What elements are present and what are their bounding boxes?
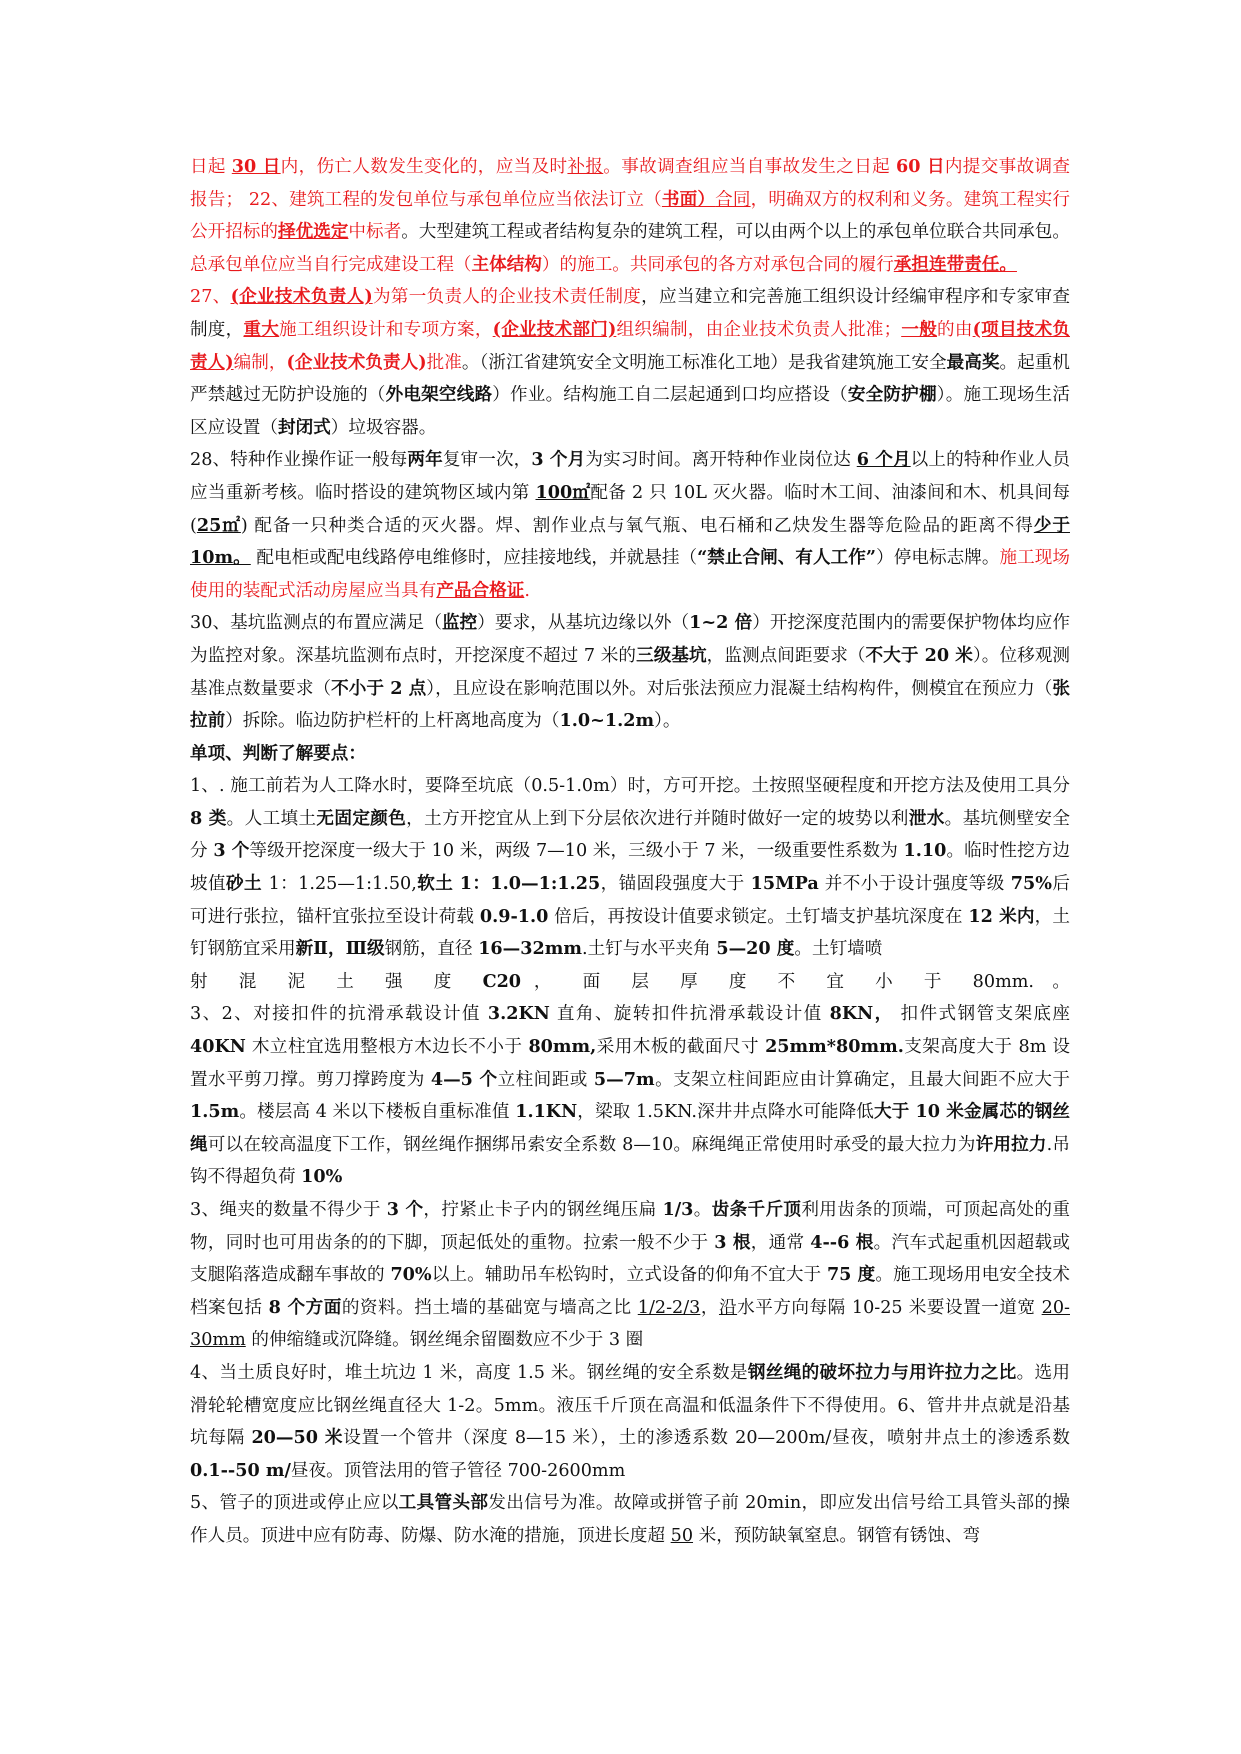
text-run: 75 度 (826, 1264, 876, 1286)
text-run: 25㎡ (196, 514, 241, 536)
para-5-pipe-jacking (190, 1487, 1070, 1552)
text-run: 许用拉力 (975, 1133, 1047, 1155)
text-run: 编制， (233, 352, 287, 373)
text-run: 以上。辅助吊车松钩时，立式设备的仰角不宜大于 (431, 1265, 827, 1286)
text-run: 5—20 度 (716, 938, 795, 960)
text-run: 复审一次， (442, 450, 532, 471)
text-run: 重大 (243, 318, 280, 340)
text-run: 70% (390, 1264, 432, 1286)
text-run: 倍后，再按设计值要求锁定。土钉墙支护基坑深度在 (548, 906, 969, 927)
text-run: 中标者 (348, 222, 402, 243)
text-run: 发出信号为准。故障或拼管子前 20min，即应发出信号给工具管头部的操作人员。顶进中应有防毒、防爆、防水淹的措施，顶进长度超 (190, 1493, 1070, 1546)
text-run: 1、. 施工前若为人工降水时，要降至坑底（0.5-1.0m）时，方可开挖。土按照坚硬程度和开挖方法及使用工具分 (190, 776, 1070, 797)
text-run: 15MPa (750, 873, 819, 895)
text-run: ，土钉钢筋宜采用 (190, 906, 1070, 960)
text-run: 20-30mm (190, 1297, 1070, 1351)
text-run: 以上的特种作业人员应当重新考核。临时搭设的建筑物区域内第 (190, 450, 1070, 503)
text-run: 3 个 (213, 840, 250, 862)
text-run: ， 面 层 厚 度 不 宜 小 于 80mm. 。 (521, 971, 1070, 992)
para-rules-accident (190, 151, 1070, 281)
text-run: 施工组织设计和专项方案， (279, 319, 493, 340)
text-run: 合同 (715, 189, 751, 210)
text-run: 昼夜。顶管法用的管子管径 700-2600mm (290, 1460, 626, 1481)
text-run: 封闭式 (277, 416, 331, 438)
text-run: 12 米内 (968, 905, 1035, 927)
text-run: 批准 (426, 352, 462, 373)
text-run: ）。 (654, 711, 681, 732)
text-run: 的由 (937, 319, 973, 340)
text-run: 等级开挖深度一级大于 10 米，两级 7—10 米，三级小于 7 米，一级重要性系数为 (249, 841, 904, 862)
text-run: 一般 (901, 318, 938, 340)
text-run: 产品合格证 (436, 579, 525, 601)
text-run: ），且应设在影响范围以外。对后张法预应力混凝土结构构件，侧模宜在预应力（ (426, 678, 1053, 699)
text-run: .吊钩不得超负荷 (190, 1134, 1071, 1188)
text-run: ，锚固段强度大于 (600, 874, 751, 895)
section-heading (190, 738, 1070, 771)
text-run: 6 个月 (856, 449, 911, 471)
text-run: 的伸缩缝或沉降缝。钢丝绳余留圈数应不少于 3 圈 (245, 1330, 644, 1351)
text-run: 单项、判断了解要点： (190, 742, 366, 764)
text-run: 。事故调查组应当自事故发生之日起 (603, 157, 896, 177)
text-run: 工具管头部 (398, 1492, 489, 1514)
text-run: ，明确双方的权利和义务。建筑工程实行公开招标的 (190, 189, 1070, 243)
text-run: ）。位移观测基准点数量要求（ (190, 645, 1070, 699)
text-run: 泄水 (908, 807, 945, 829)
text-run: 择优选定 (278, 221, 349, 243)
text-run: 。（浙江省建筑安全文明施工标准化工地）是我省建筑施工安全 (461, 352, 947, 373)
text-run: 1~2 倍 (689, 612, 753, 634)
text-run: 日起 (190, 157, 232, 177)
text-run: 。起重机严禁越过无防护设施的（ (190, 352, 1070, 406)
text-run: 配备 2 只 10L 灭火器。临时木工间、油漆间和木、机具间每 ( (190, 482, 1070, 536)
text-run: ）作业。结构施工自二层起通到口均应搭设（ (492, 385, 848, 406)
text-run: 。基坑侧壁安全分 (190, 808, 1070, 862)
text-run: 5、管子的顶进或停止应以 (190, 1493, 399, 1514)
text-run: 100㎡ (535, 481, 591, 503)
text-run: ，土方开挖宜从上到下分层依次进行并随时做好一定的坡势以利 (406, 808, 909, 829)
text-run: 1：1.25—1:1.50, (268, 874, 417, 895)
text-run: ，梁取 1.5KN.深井井点降水可能降低 (577, 1102, 874, 1123)
text-run: 3、2、对接扣件的抗滑承载设计值 (190, 1004, 488, 1025)
text-run: 27、 (190, 287, 231, 308)
text-run: 3、绳夹的数量不得少于 (190, 1200, 387, 1220)
text-run: 主体结构 (471, 253, 542, 275)
text-run: 施工现场使用的装配式活动房屋应当具有 (190, 548, 1070, 601)
text-run: 的资料。挡土墙的基础宽与墙高之比 (341, 1297, 638, 1318)
text-run: 。支架立柱间距应由计算确定，且最大间距不应大于 (654, 1069, 1070, 1090)
para-27-tech-responsibility (190, 281, 1070, 444)
text-run: 总承包单位应当自行完成建设工程（ (190, 254, 472, 275)
text-run: ，拧紧止卡子内的钢丝绳压扁 (423, 1200, 663, 1220)
text-run: .土钉与水平夹角 (581, 939, 717, 960)
text-run: 砂土 (226, 873, 269, 895)
text-run: 20—50 米 (251, 1427, 344, 1449)
text-run: ）垃圾容器。 (330, 417, 437, 438)
text-run: 。选用滑轮轮槽宽度应比钢丝绳直径大 1-2。5mm。液压千斤顶在高温和低温条件下不得使用。6、管井井点就是沿基坑每隔 (190, 1362, 1070, 1449)
text-run: ）开挖深度范围内的需要保护物体均应作为监控对象。深基坑监测布点时，开挖深度不超过 7 米的 (190, 613, 1070, 666)
para-4-soil (190, 1357, 1070, 1487)
text-run: 4--6 根 (810, 1231, 874, 1253)
text-run: 。汽车式起重机因超载或支腿陷落造成翻车事故的 (190, 1232, 1070, 1286)
text-run: 直角、旋转扣件抗滑承载设计值 (549, 1004, 830, 1025)
text-run: 3 个 (386, 1199, 424, 1220)
text-run: 书面） (661, 188, 716, 210)
text-run: 米，预防缺氧窒息。钢管有锈蚀、弯 (693, 1525, 981, 1546)
text-run: ）。施工现场生活区应设置（ (190, 385, 1070, 438)
text-run: 不小于 2 点 (331, 677, 427, 699)
text-run: 扣件式钢管支架底座 (893, 1004, 1071, 1025)
text-run: 50 (670, 1525, 694, 1546)
text-run: 1/2-2/3 (637, 1297, 701, 1318)
text-run: 8 个方面 (268, 1296, 342, 1318)
text-run: 1.1KN (515, 1101, 578, 1123)
text-run: 40KN (190, 1036, 246, 1058)
text-run: (企业技术负责人) (286, 351, 427, 373)
text-run: 1.0~1.2m (559, 710, 655, 732)
text-run: 内，伤亡人数发生变化的，应当及时 (280, 157, 568, 177)
text-run: 8 类 (190, 807, 227, 829)
text-run: 木立柱宜选用整根方木边长不小于 (245, 1037, 529, 1058)
text-run: 钢丝绳的破坏拉力与用许拉力之比 (747, 1361, 1017, 1383)
text-run: 0.1--50 m/ (190, 1459, 291, 1481)
text-run: 4、当土质良好时，堆土坑边 1 米，高度 1.5 米。钢丝绳的安全系数是 (190, 1362, 748, 1383)
text-run: 利用齿条的顶端，可顶起高处的重物，同时也可用齿条的的下脚，顶起低处的重物。拉索一般不少于 (190, 1200, 1070, 1253)
text-run: 软土 1：1.0—1:1.25 (416, 873, 601, 895)
text-run: 为实习时间。离开特种作业岗位达 (585, 450, 857, 471)
text-run: 水平方向每隔 10-25 米要设置一道宽 (737, 1297, 1042, 1318)
text-run: 1.10 (903, 840, 947, 862)
text-run: 沿 (718, 1297, 738, 1318)
text-run: 支架高度大于 8m 设置水平剪刀撑。剪刀撑跨度为 (190, 1037, 1071, 1090)
text-run: 。人工填土 (226, 808, 317, 829)
text-run: ）停电标志牌。 (876, 548, 1000, 569)
text-run: 60 日 (896, 156, 945, 177)
text-run: ）拆除。临边防护栏杆的上杆离地高度为（ (225, 711, 560, 732)
text-run: 80mm, (528, 1036, 597, 1058)
text-run: 。大型建筑工程或者结构复杂的建筑工程，可以由两个以上的承包单位联合共同承包。 (401, 222, 1070, 243)
text-run: 钢筋，直径 (384, 939, 479, 960)
text-run: 75% (1010, 873, 1052, 895)
text-run: 监控 (441, 612, 478, 634)
text-run: 张拉前 (190, 677, 1070, 732)
text-run: 1.5m (190, 1101, 240, 1123)
para-1-shotcrete-line (190, 966, 1070, 999)
para-3-wire-clamps (190, 1194, 1070, 1357)
text-run: ）要求，从基坑边缘以外（ (477, 613, 690, 634)
text-run: 齿条千斤顶 (711, 1199, 802, 1220)
text-run: 30 日 (231, 156, 281, 177)
text-run: (项目技术负责人) (190, 318, 1070, 373)
text-run: 安全防护棚 (847, 384, 937, 406)
text-run: 射 混 泥 土 强 度 (190, 971, 483, 992)
para-28-special-operation (190, 444, 1070, 607)
para-3-2-fasteners (190, 998, 1070, 1194)
text-run: 3 根 (714, 1231, 751, 1253)
text-run: 3 个月 (531, 449, 586, 471)
text-run: 内提交事故调查报告； 22、建筑工程的发包单位与承包单位应当依法订立（ (190, 157, 1071, 210)
text-run: 30、基坑监测点的布置应满足（ (190, 613, 442, 634)
text-run: 配电柜或配电线路停电维修时，应挂接地线，并就悬挂（ (250, 548, 698, 569)
text-run: 为第一负责人的企业技术责任制度 (372, 287, 642, 308)
text-run: ，应当建立和完善施工组织设计经编审程序和专家审查制度， (190, 287, 1070, 340)
text-run: 可以在较高温度下工作，钢丝绳作捆绑吊索安全系数 8—10。麻绳绳正常使用时承受的最大拉力为 (207, 1134, 976, 1155)
text-run: 10% (301, 1166, 343, 1188)
text-run: 补报 (567, 157, 604, 177)
text-run: 外电架空线路 (385, 384, 493, 406)
text-run: 立柱间距或 (497, 1069, 594, 1090)
text-run: 最高奖 (946, 351, 1000, 373)
text-run: ) 配备一只种类合适的灭火器。焊、割作业点与氧气瓶、电石桶和乙炔发生器等危险品的距离不得 (240, 515, 1034, 536)
document-page (190, 151, 1070, 1553)
text-run: 。楼层高 4 米以下楼板自重标准值 (239, 1102, 516, 1123)
text-run: . (524, 580, 530, 601)
text-run: 3.2KN (487, 1003, 550, 1025)
text-run: 承担连带责任。 (893, 253, 1017, 275)
text-run: ，监测点间距要求（ (706, 645, 866, 666)
text-run: 25mm*80mm. (765, 1036, 904, 1058)
text-run: 。临时性挖方边坡值 (190, 841, 1070, 895)
text-run: 新Ⅱ，Ⅲ级 (295, 938, 385, 960)
text-run: ， (700, 1297, 719, 1318)
para-30-pit-monitoring (190, 607, 1070, 737)
text-run: 16—32mm (478, 938, 582, 960)
text-run: ）的施工。共同承包的各方对承包合同的履行 (541, 254, 894, 275)
text-run: 三级基坑 (636, 644, 707, 666)
text-run: (企业技术部门) (492, 318, 617, 340)
text-run: 两年 (407, 449, 443, 471)
text-run: 4—5 个 (430, 1068, 498, 1090)
text-run: (企业技术负责人) (230, 286, 373, 308)
text-run: 。 (693, 1200, 712, 1220)
text-run: 5—7m (593, 1068, 655, 1090)
text-run: 后可进行张拉，锚杆宜张拉至设计荷载 (190, 874, 1070, 927)
text-run: 组织编制，由企业技术负责人批准； (616, 319, 902, 340)
text-run: C20 (482, 970, 522, 992)
text-run: 并不小于设计强度等级 (818, 874, 1011, 895)
text-run: 大于 10 米金属芯的钢丝绳 (190, 1101, 1070, 1155)
text-run: 无固定颜色 (316, 807, 407, 829)
text-run: “禁止合闸、有人工作” (697, 547, 877, 569)
text-run: 不大于 20 米 (865, 644, 973, 666)
text-run: 8KN， (829, 1003, 894, 1025)
text-run: 0.9-1.0 (479, 905, 549, 927)
text-run: 。施工现场用电安全技术档案包括 (190, 1265, 1070, 1318)
text-run: 。土钉墙喷 (794, 939, 883, 960)
text-run: 少于 10m。 (190, 514, 1070, 569)
text-run: 28、特种作业操作证一般每 (190, 450, 408, 471)
para-1-excavation (190, 770, 1070, 966)
text-run: 采用木板的截面尺寸 (596, 1037, 766, 1058)
text-run: 1/3 (662, 1199, 694, 1220)
text-run: 设置一个管井（深度 8—15 米），土的渗透系数 20—200m/昼夜，喷射井点土的渗透系数 (343, 1428, 1070, 1449)
text-run: ，通常 (750, 1232, 811, 1253)
